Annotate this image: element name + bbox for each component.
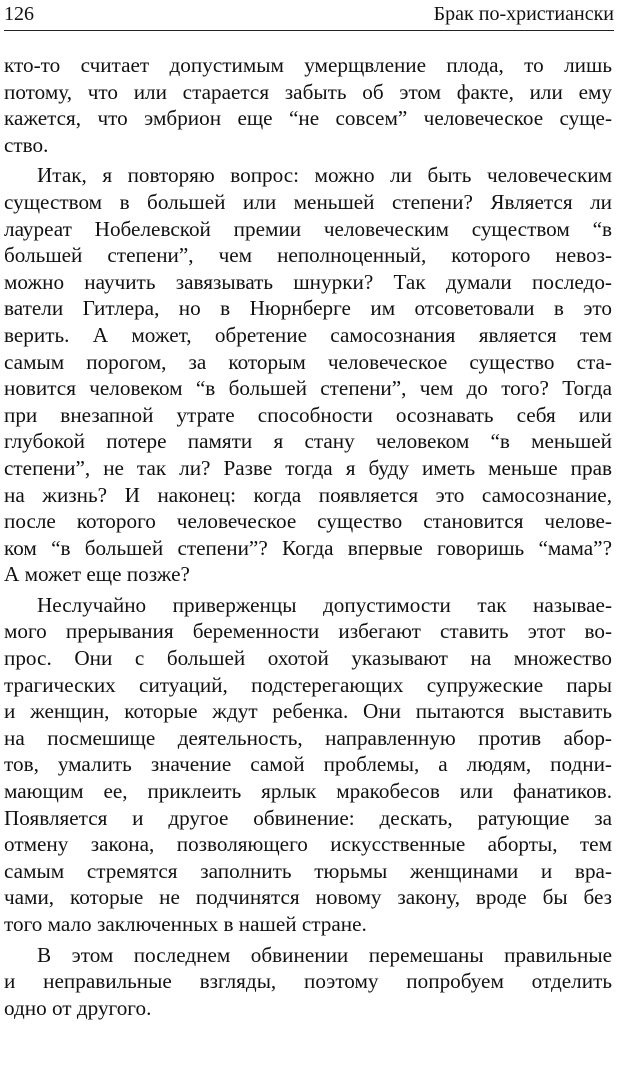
text-line: существом в большей или меньшей степени? Является ли [4,189,612,214]
body-text [4,52,612,1021]
text-line: кто-то считает допустимым умерщвление плода, то лишь [4,53,612,77]
text-line: новится человеком “в большей степени”, чем до того? Тогда [4,376,612,401]
text-line: на посмешище деятельность, направленную против абор- [4,725,612,750]
running-title: Брак по-христиански [433,3,614,25]
text-line: степени”, не так ли? Разве тогда я буду иметь меньше прав [4,455,612,480]
text-line: на жизнь? И наконец: когда появляется это самосознание, [4,482,612,507]
text-line: тов, умалить значение самой проблемы, а людям, подни- [4,752,612,777]
text-line: лауреат Нобелевской премии человеческим существом “в [4,216,612,241]
text-line: самым стремятся заполнить тюрьмы женщинами и вра- [4,858,612,883]
page-header [4,0,614,31]
page-number: 126 [4,3,34,25]
text-line: глубокой потере памяти я стану человеком “в меньшей [4,429,612,454]
text-line: ком “в большей степени”? Когда впервые говоришь “мама”? [4,535,612,560]
text-line: можно научить завязывать шнурки? Так думали последо- [4,269,612,294]
text-line: мого прерывания беременности избегают ставить этот во- [4,619,612,644]
text-line: Неслучайно приверженцы допустимости так называе- [37,592,612,617]
text-line: ватели Гитлера, но в Нюрнберге им отсоветовали в это [4,296,612,321]
paragraph [4,942,612,1022]
text-line: ство. [4,132,49,157]
text-line: того мало заключенных в нашей стране. [4,912,367,936]
text-line: и женщин, которые ждут ребенка. Они пытаются выставить [4,699,612,724]
text-line: после которого человеческое существо становится челове- [4,509,612,534]
paragraph [4,52,612,158]
text-line: Появляется и другое обвинение: дескать, ратующие за [4,805,612,830]
text-line: кажется, что эмбрион еще “не совсем” человеческое суще- [4,106,612,131]
text-line: чами, которые не подчинятся новому закону, вроде бы без [4,885,612,910]
text-line: В этом последнем обвинении перемешаны правильные [37,942,612,967]
text-line: А может еще позже? [4,562,190,587]
text-line: верить. А может, обретение самосознания является тем [4,322,612,347]
text-line: потому, что или старается забыть об этом факте, или ему [4,79,612,104]
text-line: и неправильные взгляды, поэтому попробуем отделить [4,969,612,994]
text-line: прос. Они с большей охотой указывают на множество [4,646,612,671]
text-line: при внезапной утрате способности осознавать себя или [4,402,612,427]
text-line: трагических ситуаций, подстерегающих супружеские пары [4,672,612,697]
paragraph [4,592,612,938]
text-line: Итак, я повторяю вопрос: можно ли быть человеческим [37,163,612,188]
paragraph [4,162,612,588]
text-line: мающим ее, приклеить ярлык мракобесов или фанатиков. [4,779,612,804]
text-line: большей степени”, чем неполноценный, которого невоз- [4,243,612,268]
text-line: одно от другого. [4,995,152,1020]
text-line: отмену закона, позволяющего искусственные аборты, тем [4,832,612,857]
text-line: самым порогом, за которым человеческое существо ста- [4,349,612,374]
